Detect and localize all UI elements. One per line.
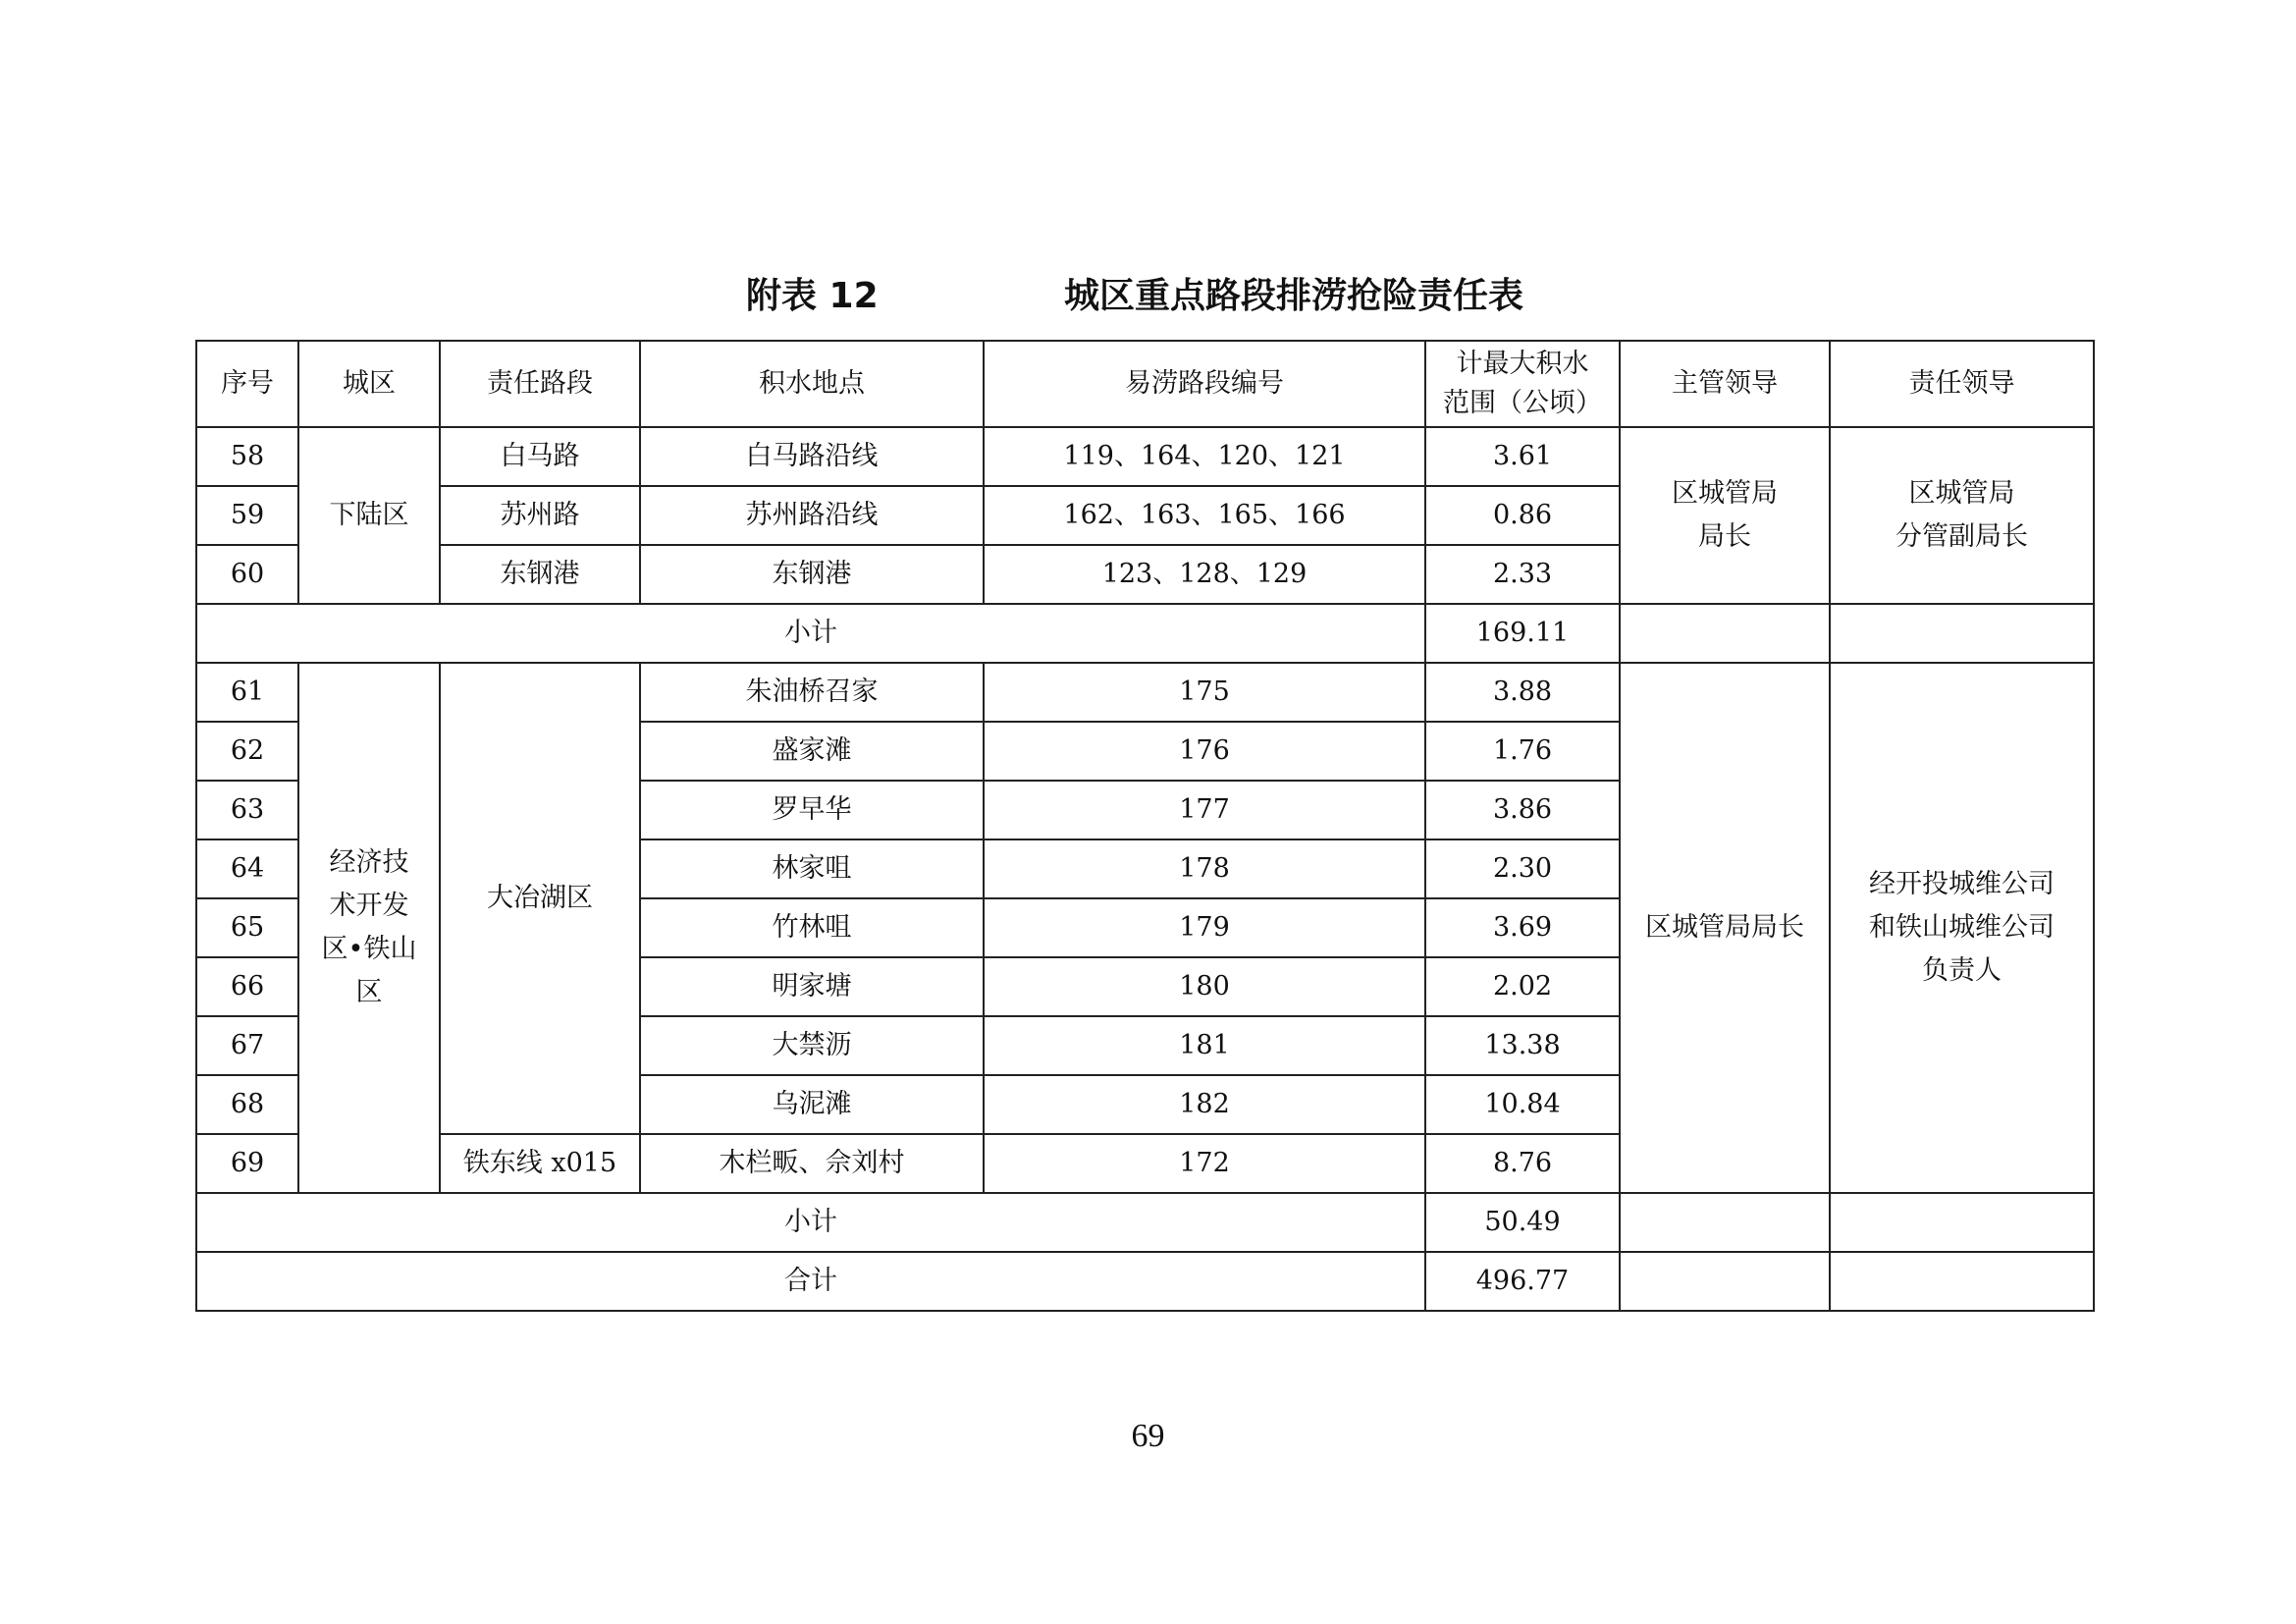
codes-cell: 178 bbox=[984, 839, 1425, 898]
empty-cell bbox=[1620, 1252, 1830, 1311]
header-codes: 易涝路段编号 bbox=[984, 341, 1425, 427]
leader-cell: 区城管局局长 bbox=[1620, 663, 1830, 1193]
codes-cell: 179 bbox=[984, 898, 1425, 957]
resp-line: 区城管局 bbox=[1908, 478, 2015, 509]
header-resp: 责任领导 bbox=[1830, 341, 2094, 427]
road-cell: 铁东线 x015 bbox=[440, 1134, 640, 1193]
subtotal-label: 小计 bbox=[196, 1193, 1425, 1252]
area-cell: 8.76 bbox=[1425, 1134, 1620, 1193]
district-cell: 下陆区 bbox=[298, 427, 440, 604]
area-cell: 3.69 bbox=[1425, 898, 1620, 957]
subtotal-label: 小计 bbox=[196, 604, 1425, 663]
codes-cell: 181 bbox=[984, 1016, 1425, 1075]
codes-cell: 172 bbox=[984, 1134, 1425, 1193]
seq-cell: 59 bbox=[196, 486, 298, 545]
seq-cell: 69 bbox=[196, 1134, 298, 1193]
header-seq: 序号 bbox=[196, 341, 298, 427]
resp-cell bbox=[1830, 663, 2094, 1193]
empty-cell bbox=[1830, 604, 2094, 663]
district-cell bbox=[298, 663, 440, 1193]
area-cell: 13.38 bbox=[1425, 1016, 1620, 1075]
total-row bbox=[196, 1252, 2094, 1311]
leader-line: 区城管局 bbox=[1672, 478, 1778, 509]
codes-cell: 175 bbox=[984, 663, 1425, 722]
resp-cell bbox=[1830, 427, 2094, 604]
header-area-line2: 范围（公顷） bbox=[1443, 388, 1602, 418]
table-title: 城区重点路段排涝抢险责任表 bbox=[1064, 276, 1524, 316]
seq-cell: 67 bbox=[196, 1016, 298, 1075]
page-title bbox=[0, 267, 2296, 326]
district-line: 经济技 bbox=[329, 847, 409, 878]
resp-line: 和铁山城维公司 bbox=[1869, 912, 2055, 943]
codes-cell: 177 bbox=[984, 781, 1425, 839]
codes-cell: 119、164、120、121 bbox=[984, 427, 1425, 486]
area-cell: 3.86 bbox=[1425, 781, 1620, 839]
area-cell: 0.86 bbox=[1425, 486, 1620, 545]
location-cell: 苏州路沿线 bbox=[640, 486, 984, 545]
area-cell: 2.02 bbox=[1425, 957, 1620, 1016]
table-row bbox=[196, 427, 2094, 486]
codes-cell: 176 bbox=[984, 722, 1425, 781]
empty-cell bbox=[1620, 604, 1830, 663]
empty-cell bbox=[1830, 1193, 2094, 1252]
location-cell: 大禁沥 bbox=[640, 1016, 984, 1075]
road-cell: 大冶湖区 bbox=[440, 663, 640, 1134]
header-leader: 主管领导 bbox=[1620, 341, 1830, 427]
area-cell: 10.84 bbox=[1425, 1075, 1620, 1134]
header-area-line1: 计最大积水 bbox=[1456, 349, 1589, 379]
seq-cell: 63 bbox=[196, 781, 298, 839]
location-cell: 竹林咀 bbox=[640, 898, 984, 957]
resp-line: 分管副局长 bbox=[1896, 521, 2028, 552]
location-cell: 乌泥滩 bbox=[640, 1075, 984, 1134]
empty-cell bbox=[1830, 1252, 2094, 1311]
table-row bbox=[196, 663, 2094, 722]
location-cell: 罗早华 bbox=[640, 781, 984, 839]
codes-cell: 123、128、129 bbox=[984, 545, 1425, 604]
subtotal-row bbox=[196, 604, 2094, 663]
seq-cell: 61 bbox=[196, 663, 298, 722]
district-line: 区•铁山 bbox=[321, 934, 417, 964]
subtotal-row bbox=[196, 1193, 2094, 1252]
page-number: 69 bbox=[1131, 1418, 1165, 1454]
responsibility-table bbox=[195, 340, 2095, 1312]
seq-cell: 66 bbox=[196, 957, 298, 1016]
codes-cell: 180 bbox=[984, 957, 1425, 1016]
subtotal-value: 50.49 bbox=[1425, 1193, 1620, 1252]
location-cell: 明家塘 bbox=[640, 957, 984, 1016]
area-cell: 2.33 bbox=[1425, 545, 1620, 604]
total-label: 合计 bbox=[196, 1252, 1425, 1311]
leader-cell bbox=[1620, 427, 1830, 604]
header-district: 城区 bbox=[298, 341, 440, 427]
location-cell: 朱油桥召家 bbox=[640, 663, 984, 722]
location-cell: 盛家滩 bbox=[640, 722, 984, 781]
resp-line: 经开投城维公司 bbox=[1869, 869, 2055, 899]
area-cell: 1.76 bbox=[1425, 722, 1620, 781]
header-location: 积水地点 bbox=[640, 341, 984, 427]
appendix-label: 附表 12 bbox=[746, 276, 879, 316]
subtotal-value: 169.11 bbox=[1425, 604, 1620, 663]
header-road: 责任路段 bbox=[440, 341, 640, 427]
location-cell: 木栏畈、佘刘村 bbox=[640, 1134, 984, 1193]
area-cell: 3.61 bbox=[1425, 427, 1620, 486]
area-cell: 3.88 bbox=[1425, 663, 1620, 722]
seq-cell: 64 bbox=[196, 839, 298, 898]
road-cell: 东钢港 bbox=[440, 545, 640, 604]
seq-cell: 62 bbox=[196, 722, 298, 781]
seq-cell: 65 bbox=[196, 898, 298, 957]
location-cell: 东钢港 bbox=[640, 545, 984, 604]
codes-cell: 182 bbox=[984, 1075, 1425, 1134]
area-cell: 2.30 bbox=[1425, 839, 1620, 898]
resp-line: 负责人 bbox=[1922, 955, 2002, 986]
leader-line: 局长 bbox=[1698, 521, 1751, 552]
seq-cell: 58 bbox=[196, 427, 298, 486]
seq-cell: 68 bbox=[196, 1075, 298, 1134]
road-cell: 苏州路 bbox=[440, 486, 640, 545]
location-cell: 林家咀 bbox=[640, 839, 984, 898]
district-line: 术开发 bbox=[329, 891, 409, 921]
road-cell: 白马路 bbox=[440, 427, 640, 486]
empty-cell bbox=[1620, 1193, 1830, 1252]
header-row bbox=[196, 341, 2094, 427]
total-value: 496.77 bbox=[1425, 1252, 1620, 1311]
codes-cell: 162、163、165、166 bbox=[984, 486, 1425, 545]
district-line: 区 bbox=[355, 977, 383, 1007]
header-area bbox=[1425, 341, 1620, 427]
location-cell: 白马路沿线 bbox=[640, 427, 984, 486]
seq-cell: 60 bbox=[196, 545, 298, 604]
